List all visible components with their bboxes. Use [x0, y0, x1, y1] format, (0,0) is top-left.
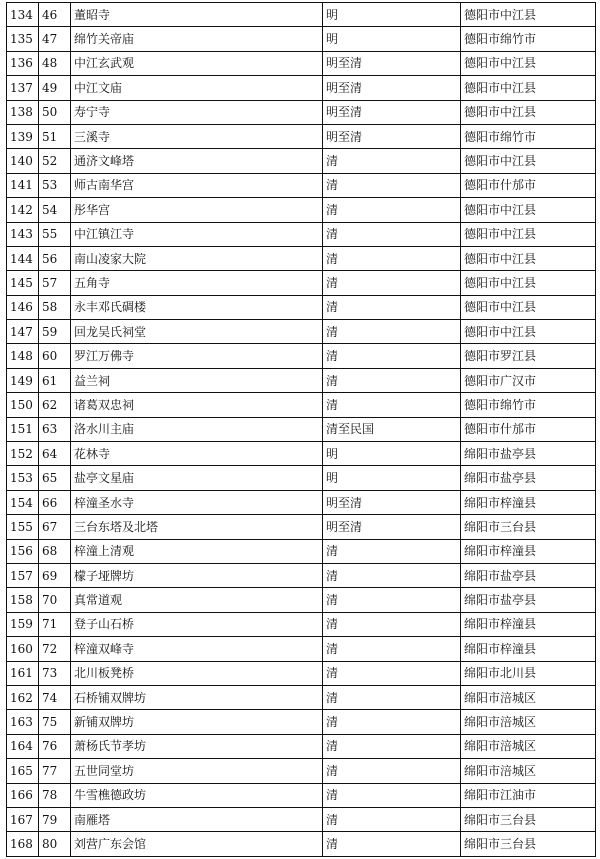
table-row	[7, 124, 596, 148]
era-cell: 清	[323, 539, 461, 563]
overall-number-cell: 140	[7, 149, 39, 173]
category-number-cell: 57	[39, 271, 71, 295]
era-cell: 清	[323, 563, 461, 587]
overall-number-cell: 161	[7, 661, 39, 685]
category-number-cell: 47	[39, 27, 71, 51]
overall-number-cell: 148	[7, 344, 39, 368]
location-cell: 绵阳市涪城区	[461, 710, 596, 734]
overall-number-cell: 163	[7, 710, 39, 734]
site-name-cell: 三溪寺	[71, 124, 323, 148]
location-cell: 绵阳市江油市	[461, 783, 596, 807]
site-name-cell: 彤华宫	[71, 198, 323, 222]
category-number-cell: 67	[39, 515, 71, 539]
location-cell: 德阳市罗江县	[461, 344, 596, 368]
overall-number-cell: 165	[7, 759, 39, 783]
site-name-cell: 花林寺	[71, 442, 323, 466]
category-number-cell: 63	[39, 417, 71, 441]
location-cell: 德阳市绵竹市	[461, 124, 596, 148]
category-number-cell: 56	[39, 246, 71, 270]
category-number-cell: 69	[39, 563, 71, 587]
table-row	[7, 661, 596, 685]
overall-number-cell: 134	[7, 3, 39, 27]
era-cell: 明至清	[323, 515, 461, 539]
category-number-cell: 55	[39, 222, 71, 246]
location-cell: 德阳市中江县	[461, 149, 596, 173]
overall-number-cell: 167	[7, 807, 39, 831]
table-body	[7, 3, 596, 857]
location-cell: 德阳市中江县	[461, 320, 596, 344]
site-name-cell: 董昭寺	[71, 3, 323, 27]
overall-number-cell: 147	[7, 320, 39, 344]
category-number-cell: 51	[39, 124, 71, 148]
site-name-cell: 南雁塔	[71, 807, 323, 831]
overall-number-cell: 156	[7, 539, 39, 563]
table-row	[7, 588, 596, 612]
site-name-cell: 永丰邓氏碉楼	[71, 295, 323, 319]
location-cell: 绵阳市三台县	[461, 832, 596, 856]
category-number-cell: 46	[39, 3, 71, 27]
site-name-cell: 通济文峰塔	[71, 149, 323, 173]
category-number-cell: 66	[39, 490, 71, 514]
era-cell: 清	[323, 344, 461, 368]
era-cell: 清	[323, 198, 461, 222]
location-cell: 绵阳市三台县	[461, 807, 596, 831]
table-row	[7, 246, 596, 270]
table-row	[7, 832, 596, 856]
era-cell: 清	[323, 807, 461, 831]
table-row	[7, 198, 596, 222]
era-cell: 明至清	[323, 76, 461, 100]
overall-number-cell: 164	[7, 734, 39, 758]
location-cell: 绵阳市梓潼县	[461, 539, 596, 563]
overall-number-cell: 136	[7, 51, 39, 75]
site-name-cell: 真常道观	[71, 588, 323, 612]
overall-number-cell: 141	[7, 173, 39, 197]
overall-number-cell: 154	[7, 490, 39, 514]
location-cell: 德阳市广汉市	[461, 368, 596, 392]
location-cell: 德阳市中江县	[461, 100, 596, 124]
location-cell: 绵阳市涪城区	[461, 685, 596, 709]
overall-number-cell: 157	[7, 563, 39, 587]
era-cell: 明	[323, 27, 461, 51]
table-row	[7, 295, 596, 319]
table-row	[7, 759, 596, 783]
location-cell: 德阳市什邡市	[461, 417, 596, 441]
table-row	[7, 3, 596, 27]
category-number-cell: 71	[39, 612, 71, 636]
site-name-cell: 北川板凳桥	[71, 661, 323, 685]
category-number-cell: 80	[39, 832, 71, 856]
era-cell: 清	[323, 320, 461, 344]
overall-number-cell: 142	[7, 198, 39, 222]
era-cell: 清	[323, 295, 461, 319]
category-number-cell: 61	[39, 368, 71, 392]
category-number-cell: 72	[39, 637, 71, 661]
era-cell: 明至清	[323, 100, 461, 124]
location-cell: 绵阳市梓潼县	[461, 612, 596, 636]
era-cell: 明至清	[323, 490, 461, 514]
era-cell: 明	[323, 466, 461, 490]
site-name-cell: 萧杨氏节孝坊	[71, 734, 323, 758]
table-row	[7, 442, 596, 466]
location-cell: 德阳市什邡市	[461, 173, 596, 197]
category-number-cell: 60	[39, 344, 71, 368]
heritage-sites-table	[6, 2, 596, 857]
category-number-cell: 77	[39, 759, 71, 783]
overall-number-cell: 159	[7, 612, 39, 636]
table-row	[7, 271, 596, 295]
category-number-cell: 70	[39, 588, 71, 612]
overall-number-cell: 151	[7, 417, 39, 441]
location-cell: 德阳市中江县	[461, 51, 596, 75]
table-row	[7, 637, 596, 661]
category-number-cell: 68	[39, 539, 71, 563]
site-name-cell: 诸葛双忠祠	[71, 393, 323, 417]
site-name-cell: 梓潼双峰寺	[71, 637, 323, 661]
table-row	[7, 466, 596, 490]
overall-number-cell: 155	[7, 515, 39, 539]
category-number-cell: 73	[39, 661, 71, 685]
location-cell: 绵阳市涪城区	[461, 759, 596, 783]
overall-number-cell: 139	[7, 124, 39, 148]
overall-number-cell: 143	[7, 222, 39, 246]
site-name-cell: 寿宁寺	[71, 100, 323, 124]
table-row	[7, 76, 596, 100]
table-row	[7, 368, 596, 392]
site-name-cell: 盐亭文星庙	[71, 466, 323, 490]
site-name-cell: 洛水川主庙	[71, 417, 323, 441]
location-cell: 绵阳市盐亭县	[461, 442, 596, 466]
location-cell: 绵阳市涪城区	[461, 734, 596, 758]
location-cell: 德阳市绵竹市	[461, 393, 596, 417]
table-row	[7, 710, 596, 734]
site-name-cell: 绵竹关帝庙	[71, 27, 323, 51]
overall-number-cell: 152	[7, 442, 39, 466]
table-row	[7, 734, 596, 758]
era-cell: 清	[323, 685, 461, 709]
overall-number-cell: 168	[7, 832, 39, 856]
location-cell: 德阳市绵竹市	[461, 27, 596, 51]
category-number-cell: 54	[39, 198, 71, 222]
category-number-cell: 58	[39, 295, 71, 319]
location-cell: 德阳市中江县	[461, 271, 596, 295]
era-cell: 清	[323, 246, 461, 270]
era-cell: 清	[323, 173, 461, 197]
table-row	[7, 320, 596, 344]
overall-number-cell: 160	[7, 637, 39, 661]
site-name-cell: 刘营广东会馆	[71, 832, 323, 856]
table-row	[7, 515, 596, 539]
era-cell: 清	[323, 734, 461, 758]
era-cell: 清至民国	[323, 417, 461, 441]
site-name-cell: 梓潼圣水寺	[71, 490, 323, 514]
era-cell: 清	[323, 637, 461, 661]
table-row	[7, 149, 596, 173]
era-cell: 清	[323, 832, 461, 856]
table-row	[7, 539, 596, 563]
category-number-cell: 74	[39, 685, 71, 709]
overall-number-cell: 135	[7, 27, 39, 51]
era-cell: 清	[323, 393, 461, 417]
era-cell: 清	[323, 783, 461, 807]
era-cell: 清	[323, 588, 461, 612]
era-cell: 清	[323, 759, 461, 783]
category-number-cell: 65	[39, 466, 71, 490]
overall-number-cell: 150	[7, 393, 39, 417]
category-number-cell: 64	[39, 442, 71, 466]
site-name-cell: 回龙吴氏祠堂	[71, 320, 323, 344]
location-cell: 绵阳市梓潼县	[461, 490, 596, 514]
table-row	[7, 222, 596, 246]
era-cell: 明	[323, 3, 461, 27]
location-cell: 德阳市中江县	[461, 76, 596, 100]
era-cell: 清	[323, 368, 461, 392]
overall-number-cell: 138	[7, 100, 39, 124]
era-cell: 清	[323, 222, 461, 246]
site-name-cell: 五世同堂坊	[71, 759, 323, 783]
table-row	[7, 344, 596, 368]
era-cell: 清	[323, 271, 461, 295]
location-cell: 绵阳市三台县	[461, 515, 596, 539]
overall-number-cell: 145	[7, 271, 39, 295]
table-row	[7, 173, 596, 197]
site-name-cell: 中江玄武观	[71, 51, 323, 75]
era-cell: 清	[323, 612, 461, 636]
location-cell: 绵阳市梓潼县	[461, 637, 596, 661]
table-row	[7, 685, 596, 709]
era-cell: 清	[323, 149, 461, 173]
category-number-cell: 50	[39, 100, 71, 124]
era-cell: 清	[323, 661, 461, 685]
category-number-cell: 79	[39, 807, 71, 831]
table-row	[7, 100, 596, 124]
overall-number-cell: 153	[7, 466, 39, 490]
location-cell: 德阳市中江县	[461, 295, 596, 319]
category-number-cell: 75	[39, 710, 71, 734]
site-name-cell: 檬子垭牌坊	[71, 563, 323, 587]
table-row	[7, 51, 596, 75]
overall-number-cell: 158	[7, 588, 39, 612]
site-name-cell: 新铺双牌坊	[71, 710, 323, 734]
site-name-cell: 罗江万佛寺	[71, 344, 323, 368]
site-name-cell: 石桥铺双牌坊	[71, 685, 323, 709]
table-row	[7, 490, 596, 514]
category-number-cell: 48	[39, 51, 71, 75]
location-cell: 德阳市中江县	[461, 198, 596, 222]
overall-number-cell: 146	[7, 295, 39, 319]
site-name-cell: 牛雪樵德政坊	[71, 783, 323, 807]
site-name-cell: 中江镇江寺	[71, 222, 323, 246]
table-row	[7, 563, 596, 587]
table-row	[7, 27, 596, 51]
era-cell: 清	[323, 710, 461, 734]
category-number-cell: 76	[39, 734, 71, 758]
site-name-cell: 三台东塔及北塔	[71, 515, 323, 539]
location-cell: 绵阳市盐亭县	[461, 466, 596, 490]
overall-number-cell: 137	[7, 76, 39, 100]
category-number-cell: 78	[39, 783, 71, 807]
overall-number-cell: 162	[7, 685, 39, 709]
category-number-cell: 49	[39, 76, 71, 100]
location-cell: 绵阳市盐亭县	[461, 588, 596, 612]
table-row	[7, 612, 596, 636]
table-row	[7, 393, 596, 417]
era-cell: 明至清	[323, 51, 461, 75]
location-cell: 德阳市中江县	[461, 246, 596, 270]
location-cell: 德阳市中江县	[461, 222, 596, 246]
category-number-cell: 62	[39, 393, 71, 417]
site-name-cell: 南山凌家大院	[71, 246, 323, 270]
table-row	[7, 783, 596, 807]
site-name-cell: 五角寺	[71, 271, 323, 295]
site-name-cell: 梓潼上清观	[71, 539, 323, 563]
location-cell: 绵阳市北川县	[461, 661, 596, 685]
site-name-cell: 中江文庙	[71, 76, 323, 100]
table-row	[7, 417, 596, 441]
location-cell: 绵阳市盐亭县	[461, 563, 596, 587]
overall-number-cell: 166	[7, 783, 39, 807]
location-cell: 德阳市中江县	[461, 3, 596, 27]
heritage-list-sheet	[6, 2, 595, 857]
category-number-cell: 59	[39, 320, 71, 344]
category-number-cell: 53	[39, 173, 71, 197]
site-name-cell: 益兰祠	[71, 368, 323, 392]
site-name-cell: 登子山石桥	[71, 612, 323, 636]
overall-number-cell: 144	[7, 246, 39, 270]
era-cell: 明	[323, 442, 461, 466]
category-number-cell: 52	[39, 149, 71, 173]
overall-number-cell: 149	[7, 368, 39, 392]
site-name-cell: 师古南华宫	[71, 173, 323, 197]
era-cell: 明至清	[323, 124, 461, 148]
table-row	[7, 807, 596, 831]
